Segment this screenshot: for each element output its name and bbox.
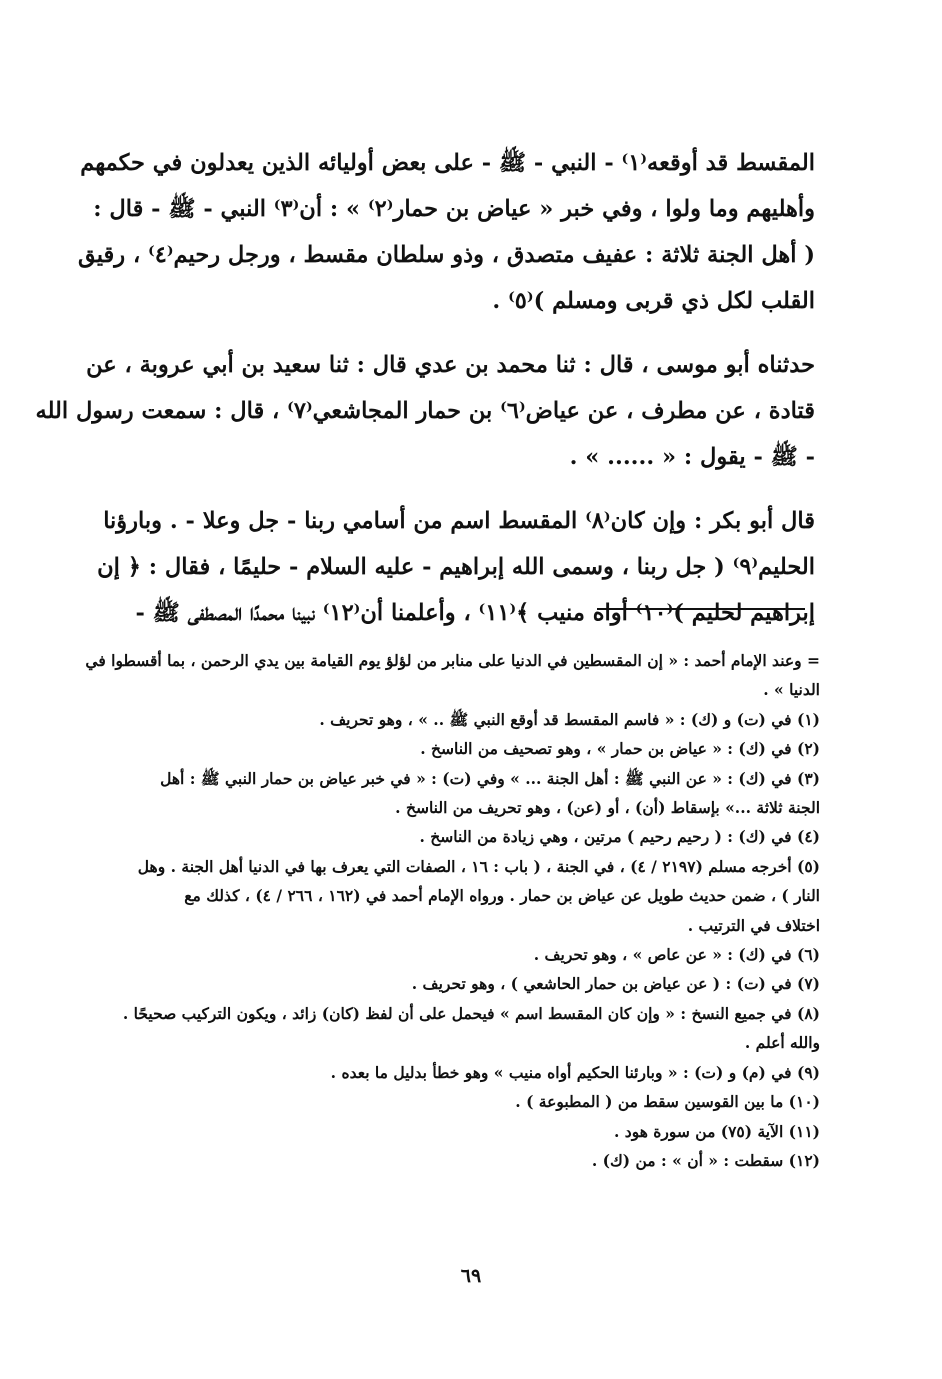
text-line: ( أهل الجنة ثلاثة : عفيف متصدق ، وذو سلطان مقسط ، ورجل رحيم⁽٤⁾ ، رقيق <box>77 242 815 268</box>
text-line: إبراهيم لحليم )⁽١٠⁾ أواه منيب ﴾⁽١١⁾ ، وأعلمنا أن⁽١٢⁾ نبينا محمدًا المصطفى ﷺ - <box>135 600 815 626</box>
text-line: حدثناه أبو موسى ، قال : ثنا محمد بن عدي قال : ثنا سعيد بن أبي عروبة ، عن <box>86 352 815 378</box>
footnote-line: الدنيا » . <box>763 680 820 700</box>
footnote-separator <box>597 608 805 610</box>
text-line: قتادة ، عن مطرف ، عن عياض⁽٦⁾ بن حمار المجاشعي⁽٧⁾ ، قال : سمعت رسول الله <box>35 398 815 424</box>
footnote-line: (٦) في (ك) : « عن عاص » ، وهو تحريف . <box>533 945 820 965</box>
footnote-line: النار ) ، ضمن حديث طويل عن عياض بن حمار . ورواه الإمام أحمد في (١٦٢ ، ٢٦٦ / ٤) ، كذلك مع <box>184 886 820 906</box>
text-line: قال أبو بكر : وإن كان⁽٨⁾ المقسط اسم من أسامي ربنا - جل وعلا - . وبارؤنا <box>103 508 815 534</box>
footnote-line: (٤) في (ك) : ( رحيم رحيم ) مرتين ، وهي زيادة من الناسخ . <box>419 827 820 847</box>
paragraph <box>97 498 815 636</box>
paragraph <box>77 140 815 324</box>
footnote-line: (٣) في (ك) : « عن النبي ﷺ : أهل الجنة ... » وفي (ت) : « في خبر عياض بن حمار النبي ﷺ : أهل <box>160 768 820 788</box>
footnote-line: (٨) في جميع النسخ : « وإن كان المقسط اسم » فيحمل على أن لفظ (كان) زائد ، ويكون التركيب صحيحًا . <box>122 1003 820 1023</box>
footnote-line: (٢) في (ك) : « عياض بن حمار » ، وهو تصحيف من الناسخ . <box>420 739 820 759</box>
footnote-line: (٧) في (ت) : ( عن عياض بن حمار الحاشعي ) ، وهو تحريف . <box>411 974 820 994</box>
footnote-line: (٥) أخرجه مسلم (٢١٩٧ / ٤) ، في الجنة ، ( باب : ١٦ ، الصفات التي يعرف بها في الدنيا أهل الجنة . وهل <box>137 856 820 876</box>
footnote-line: اختلاف في الترتيب . <box>687 915 820 935</box>
footnote-line: (١١) الآية (٧٥) من سورة هود . <box>614 1121 820 1141</box>
footnote-line: (١٢) سقطت : « أن » : من (ك) . <box>591 1150 820 1170</box>
footnote-line: = وعند الإمام أحمد : « إن المقسطين في الدنيا على منابر من لؤلؤ يوم القيامة بين يدي الرحمن ، بما أقسطوا في <box>85 651 820 670</box>
paragraph <box>35 342 815 480</box>
text-line: وأهليهم وما ولوا ، وفي خبر « عياض بن حمار⁽٢⁾ » : أن⁽٣⁾ النبي - ﷺ - قال : <box>93 196 815 222</box>
text-line: - ﷺ - يقول : « ...... » . <box>569 444 815 470</box>
footnote-line: الجنة ثلاثة ...» بإسقاط (أن) ، أو (عن) ، وهو تحريف من الناسخ . <box>395 798 820 818</box>
footnote-line: (١) في (ت) و (ك) : « فاسم المقسط قد أوقع النبي ﷺ .. » ، وهو تحريف . <box>319 709 820 729</box>
footnotes <box>85 646 820 1175</box>
text-line: الحليم⁽٩⁾ ( جل ربنا ، وسمى الله إبراهيم - عليه السلام - حليمًا ، فقال : ﴿ إن <box>97 554 815 580</box>
text-line: القلب لكل ذي قربى ومسلم )⁽٥⁾ . <box>492 288 815 314</box>
footnote-line: (١٠) ما بين القوسين سقط من ( المطبوعة ) . <box>515 1092 820 1112</box>
page-number: ٦٩ <box>460 1265 482 1287</box>
text-line: المقسط قد أوقعه⁽١⁾ - النبي - ﷺ - على بعض أوليائه الذين يعدلون في حكمهم <box>80 150 815 176</box>
footnote-line: والله أعلم . <box>744 1033 820 1053</box>
main-text <box>35 140 815 654</box>
footnote-line: (٩) في (م) و (ت) : « وبارئنا الحكيم أواه منيب » وهو خطأ بدليل ما بعده . <box>330 1062 820 1082</box>
